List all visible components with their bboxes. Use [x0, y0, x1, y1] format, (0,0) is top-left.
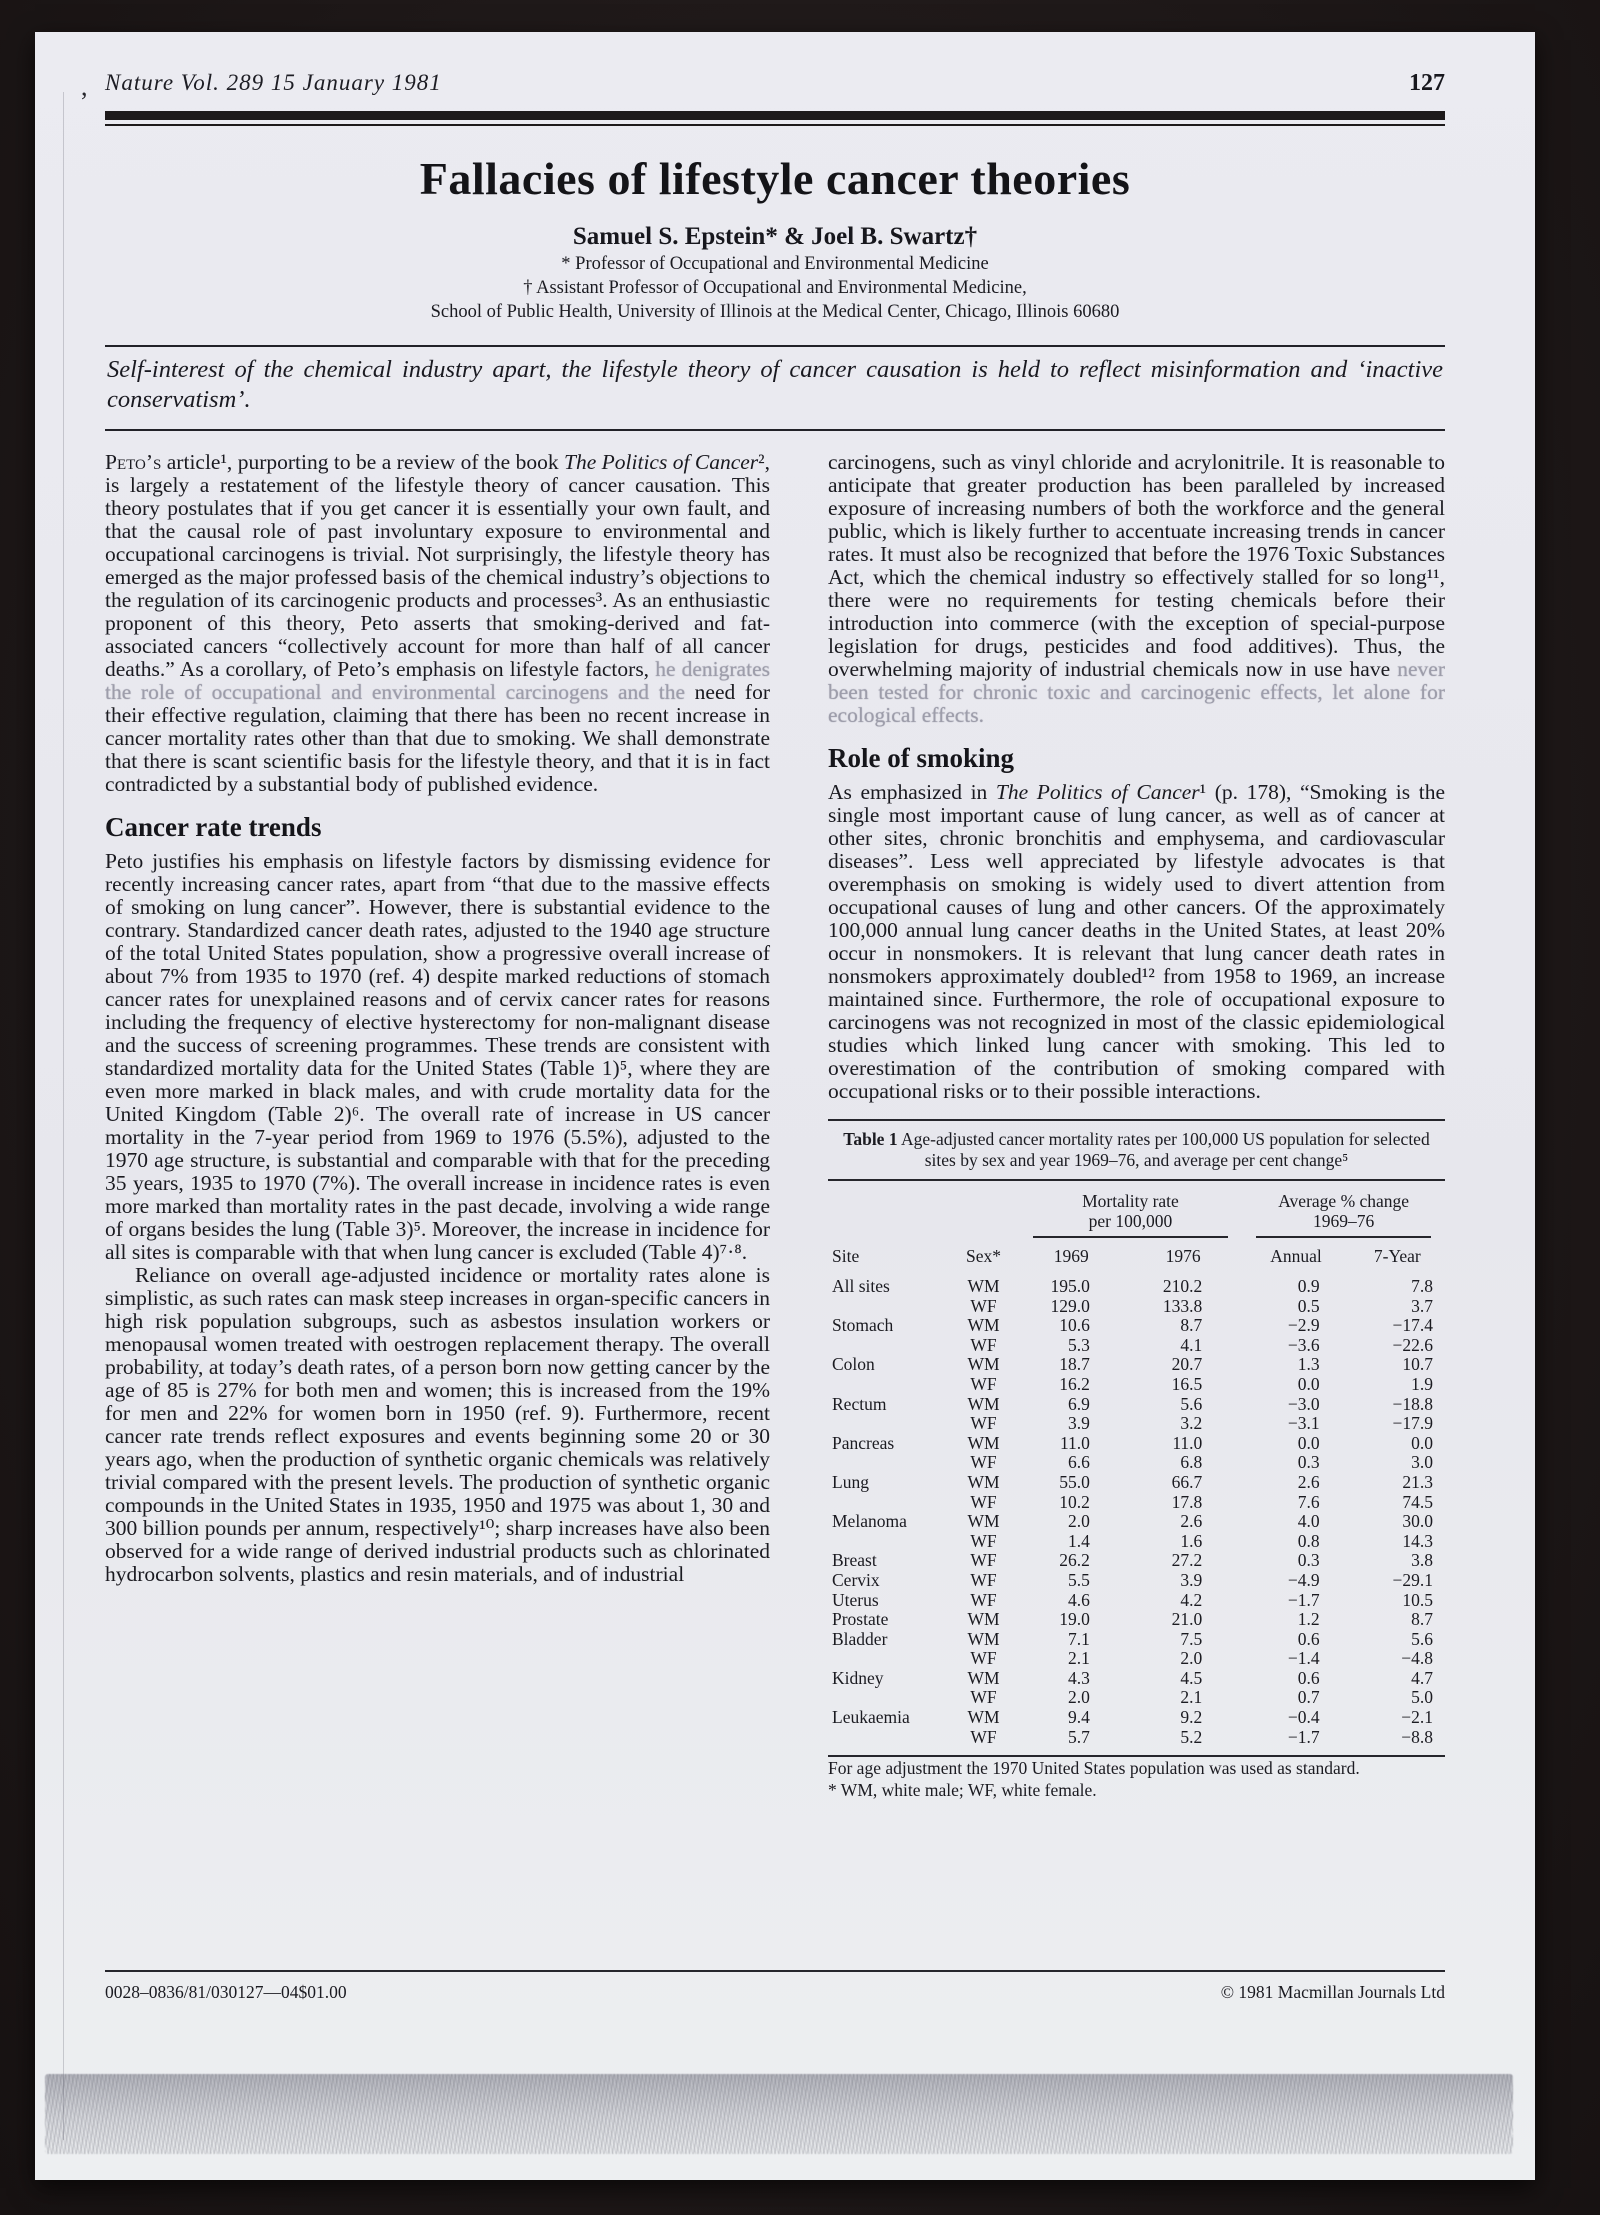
page-footer	[105, 1982, 1445, 2003]
value-cell: 21.3	[1402, 1471, 1433, 1492]
table-footnote: * WM, white male; WF, white female.	[828, 1780, 1097, 1801]
paragraph-text: As emphasized in	[828, 780, 996, 804]
table-row	[828, 1316, 1445, 1336]
value-cell: 4.7	[1411, 1667, 1433, 1688]
site-cell: Rectum	[832, 1393, 887, 1414]
table-row	[828, 1551, 1445, 1571]
value-cell: −3.0	[1287, 1393, 1320, 1414]
paragraph-text: article¹, purporting to be a review of the book	[161, 451, 564, 474]
column-group-header	[1242, 1180, 1445, 1238]
value-cell: 4.2	[1180, 1589, 1203, 1610]
value-cell: 4.0	[1297, 1511, 1320, 1532]
table-caption-text: Age-adjusted cancer mortality rates per 100,000 US population for selected sites by sex and year 1969–76, and average per cent change⁵	[897, 1129, 1430, 1170]
value-cell: 6.6	[1068, 1452, 1090, 1473]
value-cell: −0.4	[1287, 1707, 1320, 1728]
affiliation-line: School of Public Health, University of Illinois at the Medical Center, Chicago, Illinois 60680	[430, 302, 1120, 322]
value-cell: 10.6	[1059, 1315, 1090, 1336]
table-row	[828, 1610, 1445, 1630]
table-row	[828, 1434, 1445, 1454]
paragraph-text: ², is largely a restatement of the lifestyle theory of cancer causation. This theory postulates that if you get cancer it is essentially your own fault, and that the causal role of past involuntary exposure to environmental and occupational carcinogens is trivial. Not surprisingly, the lifestyle theory has emerged as the major professed basis of the chemical industry’s objections to the regulation of its carcinogenic products and processes³. As an enthusiastic proponent of this theory, Peto asserts that smoking-derived and fat-associated cancers “collectively account for more than half of all cancer deaths.” As a corollary, of Peto’s emphasis on lifestyle factors,	[105, 451, 770, 681]
value-cell: −1.4	[1287, 1648, 1320, 1669]
value-cell: 6.8	[1180, 1452, 1203, 1473]
sex-cell: WM	[967, 1511, 1000, 1532]
site-cell: Prostate	[832, 1609, 889, 1630]
site-cell: Pancreas	[832, 1432, 895, 1453]
value-cell: 16.5	[1171, 1373, 1203, 1394]
table-row	[828, 1630, 1445, 1650]
book-title: The Politics of Cancer	[563, 451, 759, 474]
value-cell: 0.0	[1297, 1373, 1320, 1394]
table-row	[828, 1512, 1445, 1532]
value-cell: 7.5	[1180, 1628, 1203, 1649]
value-cell: 8.7	[1411, 1609, 1433, 1630]
article-columns	[105, 451, 1445, 1956]
value-cell: −3.6	[1287, 1334, 1320, 1355]
value-cell: 2.0	[1180, 1648, 1203, 1669]
header-rule	[105, 111, 1445, 126]
value-cell: 3.7	[1411, 1295, 1433, 1316]
site-cell: Bladder	[832, 1628, 888, 1649]
journal-issue-line: Nature Vol. 289 15 January 1981	[105, 70, 442, 95]
sex-cell: WF	[970, 1452, 997, 1473]
value-cell: 74.5	[1402, 1491, 1433, 1512]
value-cell: 21.0	[1171, 1609, 1203, 1630]
value-cell: 30.0	[1402, 1511, 1433, 1532]
value-cell: 3.0	[1411, 1452, 1433, 1473]
value-cell: 4.6	[1068, 1589, 1090, 1610]
affiliation-line: † Assistant Professor of Occupational and Environmental Medicine,	[523, 278, 1027, 298]
value-cell: 11.0	[1059, 1432, 1090, 1453]
sex-cell: WF	[970, 1726, 997, 1747]
column-header: Sex*	[965, 1246, 1001, 1266]
value-cell: 0.8	[1297, 1530, 1320, 1551]
sex-cell: WF	[970, 1530, 997, 1551]
sex-cell: WM	[967, 1432, 1000, 1453]
article-authors: Samuel S. Epstein* & Joel B. Swartz†	[572, 223, 978, 250]
value-cell: 5.0	[1411, 1687, 1433, 1708]
sex-cell: WM	[967, 1707, 1000, 1728]
sex-cell: WM	[967, 1276, 1000, 1296]
value-cell: 0.6	[1297, 1667, 1320, 1688]
value-cell: 9.2	[1180, 1707, 1203, 1728]
table-row	[828, 1728, 1445, 1757]
paragraph-text: need for their effective regulation, claiming that there has been no recent increase in cancer mortality rates other than that due to smoking. We shall demonstrate that there is scant scientific basis for the lifestyle theory, and that it is in fact contradicted by a substantial body of published evidence.	[105, 680, 770, 796]
sex-cell: WM	[967, 1609, 1000, 1630]
table-row	[828, 1591, 1445, 1611]
column-header: 1969	[1053, 1246, 1089, 1266]
sex-cell: WF	[970, 1550, 997, 1571]
site-cell	[828, 1532, 948, 1552]
sex-cell: WF	[970, 1295, 997, 1316]
header-rule-thin	[105, 124, 1445, 126]
value-cell: 0.5	[1297, 1295, 1320, 1316]
table-row	[828, 1708, 1445, 1728]
table-caption	[834, 1129, 1439, 1171]
scan-texture	[45, 2074, 1513, 2154]
sex-cell: WF	[970, 1373, 997, 1394]
table-row	[828, 1414, 1445, 1434]
value-cell: 4.1	[1180, 1334, 1203, 1355]
site-cell: Cervix	[832, 1569, 880, 1590]
lead-word: Peto’s	[105, 451, 162, 474]
value-cell: 17.8	[1171, 1491, 1203, 1512]
value-cell: 9.4	[1068, 1707, 1090, 1728]
value-cell: −8.8	[1401, 1726, 1433, 1747]
value-cell: 20.7	[1171, 1354, 1203, 1375]
site-cell: Leukaemia	[832, 1707, 910, 1728]
sex-cell: WM	[967, 1628, 1000, 1649]
value-cell: 8.7	[1180, 1315, 1203, 1336]
table-row	[828, 1688, 1445, 1708]
column-group-header	[1019, 1180, 1243, 1238]
value-cell: 2.1	[1068, 1648, 1090, 1669]
paragraph-text: ¹ (p. 178), “Smoking is the single most important cause of lung cancer, as well as of cancer at other sites, chronic bronchitis and emphysema, and cardiovascular diseases”. Less well appreciated by lifestyle advocates is that overemphasis on smoking is widely used to divert attention from occupational causes of lung and other cancers. Of the approximately 100,000 annual lung cancer deaths in the United States, at least 20% occur in nonsmokers. It is relevant that lung cancer death rates in nonsmokers approximately doubled¹² from 1958 to 1969, an increase maintained since. Furthermore, the role of occupational exposure to carcinogens was not recognized in most of the classic epidemiological studies which linked lung cancer with smoking. This led to overestimation of the contribution of smoking compared with occupational risks or to their possible interactions.	[828, 780, 1445, 1103]
site-cell	[828, 1375, 948, 1395]
value-cell: 0.3	[1297, 1452, 1320, 1473]
value-cell: 27.2	[1171, 1550, 1203, 1571]
sex-cell: WM	[967, 1354, 1000, 1375]
site-cell: All sites	[832, 1276, 890, 1296]
value-cell: 2.6	[1297, 1471, 1320, 1492]
value-cell: 6.9	[1068, 1393, 1090, 1414]
sex-cell: WF	[970, 1687, 997, 1708]
faded-print-text: he denigrates the role of occupational and environmental carcinogens and the	[105, 657, 770, 704]
site-cell: Breast	[832, 1550, 877, 1571]
mortality-table	[828, 1179, 1445, 1757]
value-cell: 2.6	[1180, 1511, 1203, 1532]
value-cell: 0.0	[1411, 1432, 1433, 1453]
sex-cell: WF	[970, 1589, 997, 1610]
site-cell: Melanoma	[832, 1511, 907, 1532]
value-cell: −29.1	[1392, 1569, 1433, 1590]
site-cell: Uterus	[832, 1589, 879, 1610]
page-number: 127	[1409, 70, 1445, 96]
running-header	[81, 70, 1445, 101]
value-cell: 66.7	[1171, 1471, 1203, 1492]
affiliation-line: * Professor of Occupational and Environmental Medicine	[561, 254, 989, 274]
value-cell: 133.8	[1162, 1295, 1203, 1316]
value-cell: 0.6	[1297, 1628, 1320, 1649]
value-cell: 2.0	[1068, 1687, 1090, 1708]
table-row	[828, 1571, 1445, 1591]
sex-cell: WF	[970, 1648, 997, 1669]
column-header: Annual	[1270, 1246, 1322, 1266]
sex-cell: WF	[970, 1334, 997, 1355]
value-cell: 10.2	[1059, 1491, 1090, 1512]
value-cell: 5.5	[1068, 1569, 1090, 1590]
table-label: Table 1	[843, 1129, 898, 1149]
value-cell: 2.0	[1068, 1511, 1090, 1532]
table-row	[828, 1297, 1445, 1317]
value-cell: 7.8	[1411, 1276, 1433, 1296]
value-cell: −3.1	[1287, 1413, 1320, 1434]
value-cell: 10.7	[1402, 1354, 1433, 1375]
spanner-spacer	[948, 1180, 1018, 1238]
value-cell: 3.9	[1068, 1413, 1090, 1434]
table-row	[828, 1649, 1445, 1669]
value-cell: 2.1	[1180, 1687, 1203, 1708]
sex-cell: WF	[970, 1569, 997, 1590]
sex-cell: WM	[967, 1667, 1000, 1688]
site-cell: Colon	[832, 1354, 875, 1375]
table-row	[828, 1395, 1445, 1415]
column-header: 1976	[1165, 1246, 1201, 1266]
value-cell: 26.2	[1059, 1550, 1090, 1571]
value-cell: 129.0	[1050, 1295, 1090, 1316]
site-cell	[828, 1493, 948, 1513]
value-cell: 5.3	[1068, 1334, 1090, 1355]
value-cell: 7.6	[1297, 1491, 1320, 1512]
site-cell	[828, 1649, 948, 1669]
site-cell: Lung	[832, 1471, 869, 1492]
site-cell: Stomach	[832, 1315, 894, 1336]
value-cell: −22.6	[1392, 1334, 1433, 1355]
site-cell	[828, 1453, 948, 1473]
sex-cell: WM	[967, 1393, 1000, 1414]
table-row	[828, 1669, 1445, 1689]
value-cell: −2.1	[1401, 1707, 1433, 1728]
value-cell: −4.9	[1287, 1569, 1320, 1590]
value-cell: 1.4	[1068, 1530, 1090, 1551]
standfirst: Self-interest of the chemical industry apart, the lifestyle theory of cancer causation is held to reflect misinformation and ‘inactive conservatism’.	[107, 356, 1443, 413]
site-cell: Kidney	[832, 1667, 884, 1688]
value-cell: −17.4	[1392, 1315, 1433, 1336]
page-content	[81, 32, 1445, 2003]
value-cell: −1.7	[1287, 1726, 1320, 1747]
section-heading-cancer-rate-trends: Cancer rate trends	[105, 812, 322, 842]
site-cell	[828, 1728, 948, 1757]
value-cell: −2.9	[1287, 1315, 1320, 1336]
site-cell	[828, 1297, 948, 1317]
table-row	[828, 1273, 1445, 1297]
sex-cell: WF	[970, 1491, 997, 1512]
value-cell: 4.3	[1068, 1667, 1090, 1688]
site-cell	[828, 1414, 948, 1434]
value-cell: 1.6	[1180, 1530, 1203, 1551]
value-cell: 10.5	[1402, 1589, 1433, 1610]
value-cell: 3.8	[1411, 1550, 1433, 1571]
value-cell: −18.8	[1392, 1393, 1433, 1414]
table-row	[828, 1493, 1445, 1513]
site-cell	[828, 1688, 948, 1708]
value-cell: 1.9	[1411, 1373, 1433, 1394]
spanner-spacer	[828, 1180, 948, 1238]
book-title: The Politics of Cancer	[995, 780, 1200, 804]
column-group-label: Average % change 1969–76	[1256, 1191, 1431, 1238]
value-cell: 210.2	[1162, 1276, 1203, 1296]
paragraph-text: carcinogens, such as vinyl chloride and acrylonitrile. It is reasonable to anticipate that greater production has been paralleled by increased exposure of increasing numbers of both the workforce and the general public, which is likely further to accentuate increasing trends in cancer rates. It must also be recognized that before the 1976 Toxic Substances Act, which the chemical industry so effectively stalled for so long¹¹, there were no requirements for testing chemicals before their introduction into commerce (with the exception of special-purpose legislation for drugs, pesticides and food additives). Thus, the overwhelming majority of industrial chemicals now in use have	[828, 451, 1445, 681]
body-paragraph	[828, 781, 1445, 1103]
issn-code: 0028–0836/81/030127—04$01.00	[105, 1982, 347, 2002]
header-rule-thick	[105, 111, 1445, 120]
article-title: Fallacies of lifestyle cancer theories	[419, 153, 1131, 204]
body-paragraph	[828, 451, 1445, 727]
value-cell: 11.0	[1172, 1432, 1203, 1453]
sex-cell: WM	[967, 1315, 1000, 1336]
right-column	[828, 451, 1445, 1956]
value-cell: 16.2	[1059, 1373, 1090, 1394]
value-cell: 0.0	[1297, 1432, 1320, 1453]
value-cell: 0.7	[1297, 1687, 1320, 1708]
value-cell: −4.8	[1401, 1648, 1433, 1669]
value-cell: −1.7	[1287, 1589, 1320, 1610]
value-cell: 5.2	[1180, 1726, 1203, 1747]
body-paragraph: Peto justifies his emphasis on lifestyle factors by dismissing evidence for recently increasing cancer rates, apart from “that due to the massive effects of smoking on lung cancer”. However, there is substantial evidence to the contrary. Standardized cancer death rates, adjusted to the 1940 age structure of the total United States population, show a progressive overall increase of about 7% from 1935 to 1970 (ref. 4) despite marked reductions of stomach cancer rates for unexplained reasons and of cervix cancer rates for reasons including the frequency of elective hysterectomy for non-malignant disease and the success of screening programmes. These trends are consistent with standardized mortality data for the United States (Table 1)⁵, where they are even more marked in black males, and with crude mortality data for the United Kingdom (Table 2)⁶. The overall rate of increase in US cancer mortality in the 7-year period from 1969 to 1976 (5.5%), adjusted to the 1970 age structure, is substantial and comparable with that for the preceding 35 years, 1935 to 1970 (7%). The overall increase in incidence rates is even more marked than mortality rates in the past decade, involving a wide range of organs besides the lung (Table 3)⁵. Moreover, the increase in incidence for all sites is comparable with that when lung cancer is excluded (Table 4)⁷·⁸.	[105, 849, 770, 1264]
value-cell: 5.6	[1411, 1628, 1433, 1649]
value-cell: 18.7	[1059, 1354, 1090, 1375]
standfirst-box	[105, 345, 1445, 431]
left-column	[105, 451, 770, 1956]
table-row	[828, 1336, 1445, 1356]
value-cell: 195.0	[1050, 1276, 1090, 1296]
value-cell: 5.7	[1068, 1726, 1090, 1747]
table-footnote: For age adjustment the 1970 United States population was used as standard.	[828, 1758, 1360, 1779]
ink-mark: ,	[81, 72, 88, 101]
value-cell: 55.0	[1059, 1471, 1090, 1492]
value-cell: −17.9	[1392, 1413, 1433, 1434]
value-cell: 1.2	[1297, 1609, 1320, 1630]
column-header: 7-Year	[1373, 1246, 1421, 1266]
paper-crease	[63, 92, 64, 2140]
table-row	[828, 1532, 1445, 1552]
body-paragraph	[105, 451, 770, 796]
value-cell: 14.3	[1402, 1530, 1433, 1551]
table-row	[828, 1453, 1445, 1473]
column-header: Site	[832, 1246, 860, 1266]
footer-rule	[105, 1970, 1445, 1972]
column-group-label: Mortality rate per 100,000	[1033, 1191, 1229, 1238]
sex-cell: WM	[967, 1471, 1000, 1492]
value-cell: 3.2	[1180, 1413, 1203, 1434]
value-cell: 7.1	[1068, 1628, 1090, 1649]
value-cell: 3.9	[1180, 1569, 1203, 1590]
site-cell	[828, 1336, 948, 1356]
page-sheet	[35, 32, 1535, 2180]
value-cell: 1.3	[1297, 1354, 1320, 1375]
copyright-notice: © 1981 Macmillan Journals Ltd	[1220, 1982, 1445, 2002]
table-1-block	[828, 1119, 1445, 1801]
table-row	[828, 1375, 1445, 1395]
sex-cell: WF	[970, 1413, 997, 1434]
value-cell: 0.9	[1297, 1276, 1320, 1296]
section-heading-role-of-smoking: Role of smoking	[828, 743, 1015, 773]
table-row	[828, 1355, 1445, 1375]
faded-print-text: never been tested for chronic toxic and carcinogenic effects, let alone for ecological effects.	[828, 657, 1445, 727]
value-cell: 0.3	[1297, 1550, 1320, 1571]
value-cell: 5.6	[1180, 1393, 1203, 1414]
body-paragraph: Reliance on overall age-adjusted incidence or mortality rates alone is simplistic, as such rates can mask steep increases in organ-specific cancers in high risk population subgroups, such as asbestos insulation workers or menopausal women treated with oestrogen replacement therapy. The overall probability, at today’s death rates, of a person born now getting cancer by the age of 85 is 27% for both men and women; this is increased from the 19% for men and 22% for women born in 1950 (ref. 9). Furthermore, recent cancer rate trends reflect exposures and events beginning some 20 or 30 years ago, when the production of synthetic organic chemicals was relatively trivial compared with the present levels. The production of synthetic organic compounds in the United States in 1935, 1950 and 1975 was about 1, 30 and 300 billion pounds per annum, respectively¹⁰; sharp increases have also been observed for a wide range of derived industrial products such as chlorinated hydrocarbon solvents, plastics and resin materials, and of industrial	[105, 1263, 770, 1586]
value-cell: 19.0	[1059, 1609, 1090, 1630]
value-cell: 4.5	[1180, 1667, 1203, 1688]
table-row	[828, 1473, 1445, 1493]
